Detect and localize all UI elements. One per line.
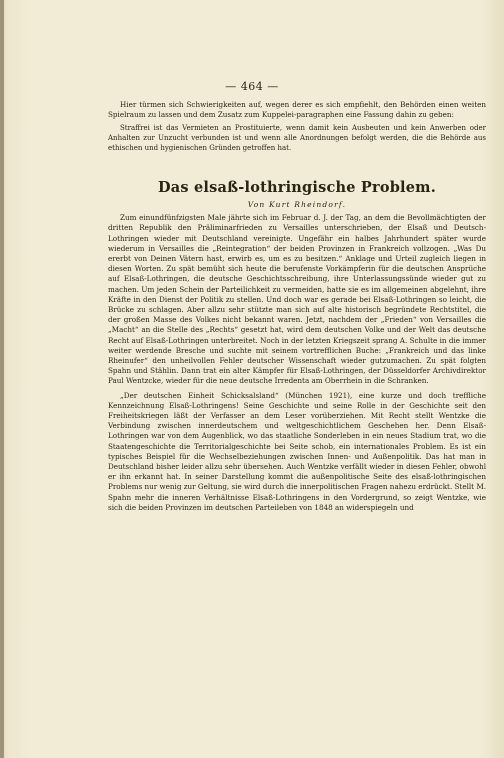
intro-paragraph-1: Hier türmen sich Schwierigkeiten auf, wegen derer es sich empfiehlt, den Behörden einen weiten Spielraum zu lassen und dem Zusatz zum Kuppelei-paragraphen eine Fassung dahin zu geben: <box>108 100 486 120</box>
binding-edge <box>0 0 4 758</box>
page-number: — 464 — <box>225 80 279 93</box>
article-paragraph-1: Zum einundfünfzigsten Male jährte sich im Februar d. J. der Tag, an dem die Bevollmächtigten der dritten Republik den Präliminarfrieden zu Versailles unterschrieben, der Elsaß und Deutsch-Lothringen wieder mit Deutschland vereinigte. Ungefähr ein halbes Jahrhundert später wurde wiederum in Versailles die „Reintegration“ der beiden Provinzen in Frankreich vollzogen. „Was Du ererbt von Deinen Vätern hast, erwirb es, um es zu besitzen.“ Anklage und Urteil zugleich liegen in diesen Worten. Zu spät bemüht sich heute die berufenste Vorkämpferin für die deutschen Ansprüche auf Elsaß-Lothringen, die deutsche Geschichtsschreibung, ihre Unterlassungssünde wieder gut zu machen. Um jeden Schein der Parteilichkeit zu vermeiden, hatte sie es im allgemeinen abgelehnt, ihre Kräfte in den Dienst der Politik zu stellen. Und doch war es gerade bei Elsaß-Lothringen so leicht, die Brücke zu schlagen. Aber allzu sehr stützte man sich auf alte historisch begründete Rechtstitel, die der großen Masse des Volkes nicht bekannt waren. Jetzt, nachdem der „Frieden“ von Versailles die „Macht“ an die Stelle des „Rechts“ gesetzt hat, wird dem deutschen Volke und der Welt das deutsche Recht auf Elsaß-Lothringen unterbreitet. Noch in der letzten Kriegszeit sprang A. Schulte in die immer weiter werdende Bresche und suchte mit seinem vortrefflichen Buche: „Frankreich und das linke Rheinufer“ den unheilvollen Fehler deutscher Wissenschaft wieder gutzumachen. Zu spät folgten Spahn und Stählin. Dann trat ein alter Kämpfer für Elsaß-Lothringen, der Düsseldorfer Archivdirektor Paul Wentzcke, wieder für die neue deutsche Irredenta am Oberrhein in die Schranken. <box>108 213 486 386</box>
article-paragraph-2: „Der deutschen Einheit Schicksalsland“ (München 1921), eine kurze und doch treffliche Kennzeichnung Elsaß-Lothringens! Seine Geschichte und seine Rolle in der Geschichte seit den Freiheitskriegen läßt der Verfasser an dem Leser vorüberziehen. Mit Recht stellt Wentzke die Verbindung zwischen innerdeutschem und weltgeschichtlichem Geschehen her. Denn Elsaß-Lothringen war von dem Augenblick, wo das staatliche Sonderleben in ein neues Stadium trat, wo die Staatengeschichte die Territorialgeschichte bei Seite schob, ein internationales Problem. Es ist ein typisches Beispiel für die Wechselbeziehungen zwischen Innen- und Außenpolitik. Das hat man in Deutschland bisher leider allzu sehr übersehen. Auch Wentzke verfällt wieder in diesen Fehler, obwohl er ihn erkannt hat. In seiner Darstellung kommt die außenpolitische Seite des elsaß-lothringischen Problems nur wenig zur Geltung, sie wird durch die innerpolitischen Fragen nahezu erdrückt. Stellt M. Spahn mehr die inneren Verhältnisse Elsaß-Lothringens in den Vordergrund, so zeigt Wentzke, wie sich die beiden Provinzen im deutschen Parteileben von 1848 an widerspiegeln und <box>108 390 486 512</box>
article-title: Das elsaß-lothringische Problem. <box>158 179 436 197</box>
article-byline: Von Kurt Rheindorf. <box>247 200 347 210</box>
intro-paragraph-2: Straffrei ist das Vermieten an Prostituierte, wenn damit kein Ausbeuten und kein Anwerben oder Anhalten zur Unzucht verbunden ist und wenn alle Anordnungen befolgt werden, die die Behörde aus ethischen und hygienischen Gründen getroffen hat. <box>108 124 486 152</box>
page-content <box>108 100 486 513</box>
